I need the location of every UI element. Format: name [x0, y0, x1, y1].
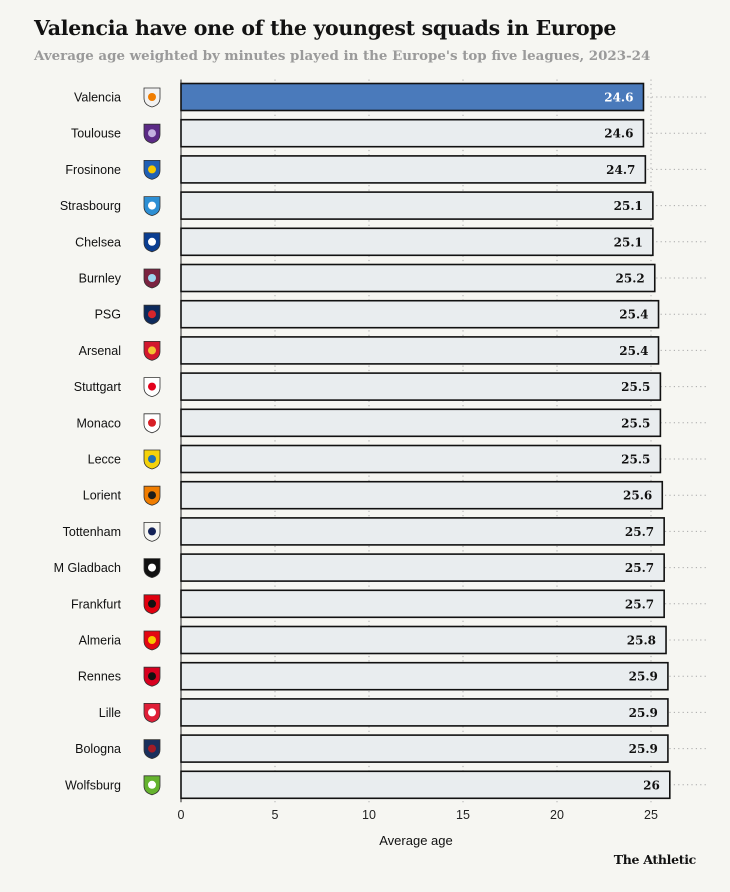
burnley-crest-icon	[144, 269, 160, 288]
x-tick-label: 10	[362, 808, 376, 822]
bar-value-label: 25.2	[615, 271, 645, 286]
psg-crest-icon	[144, 305, 160, 324]
lille-crest-icon	[144, 703, 160, 722]
bar	[181, 446, 660, 473]
category-label: Arsenal	[78, 343, 121, 358]
bar-value-label: 25.7	[624, 524, 655, 539]
bar	[181, 265, 655, 292]
bar-value-label: 24.7	[606, 162, 636, 177]
valencia-crest-icon	[144, 88, 160, 107]
bar-value-label: 24.6	[604, 90, 634, 105]
almeria-crest-icon	[144, 631, 160, 650]
arsenal-crest-icon	[144, 341, 160, 360]
category-label: Strasbourg	[59, 199, 121, 214]
category-label: Toulouse	[70, 126, 121, 141]
bar-value-label: 25.1	[613, 235, 643, 250]
rennes-crest-icon	[144, 667, 160, 686]
chelsea-crest-icon	[144, 233, 160, 252]
category-label: Frosinone	[65, 162, 121, 177]
category-label: Valencia	[73, 90, 121, 105]
bar	[181, 482, 662, 509]
x-tick-label: 25	[644, 808, 658, 822]
bar	[181, 409, 660, 436]
category-label: Stuttgart	[73, 380, 121, 395]
bar-value-label: 25.5	[621, 452, 651, 467]
wolfsburg-crest-icon	[144, 776, 160, 795]
bar	[181, 192, 653, 219]
bar	[181, 337, 659, 364]
bar-value-label: 25.9	[628, 705, 658, 720]
x-axis-title: Average age	[379, 833, 453, 848]
x-tick-label: 5	[271, 808, 279, 822]
category-label: Burnley	[78, 271, 121, 286]
bar-value-label: 25.8	[626, 633, 657, 648]
bar-value-label: 25.5	[621, 380, 651, 395]
bar	[181, 518, 664, 545]
strasbourg-crest-icon	[144, 197, 160, 216]
bar-value-label: 24.6	[604, 126, 634, 141]
category-label: Almeria	[78, 633, 121, 648]
bar-value-label: 25.4	[619, 307, 649, 322]
chart-subtitle: Average age weighted by minutes played in the Europe's top five leagues, 2023-24	[34, 48, 651, 64]
category-label: M Gladbach	[53, 561, 121, 576]
bar	[181, 554, 664, 581]
toulouse-crest-icon	[144, 124, 160, 143]
bar-value-label: 25.5	[621, 416, 651, 431]
tottenham-crest-icon	[144, 522, 160, 541]
lecce-crest-icon	[144, 450, 160, 469]
bar	[181, 156, 645, 183]
the-athletic-logo: The Athletic	[613, 852, 696, 867]
category-label: Bologna	[75, 742, 121, 757]
bar-value-label: 25.1	[613, 199, 643, 214]
category-label: Tottenham	[62, 524, 121, 539]
category-label: Lille	[98, 705, 121, 720]
bar	[181, 120, 643, 147]
gladbach-crest-icon	[144, 559, 160, 578]
bar	[181, 84, 643, 111]
bar	[181, 301, 659, 328]
category-label: Rennes	[77, 669, 121, 684]
category-label: Lecce	[87, 452, 121, 467]
category-label: Monaco	[76, 416, 121, 431]
bar	[181, 590, 664, 617]
lorient-crest-icon	[144, 486, 160, 505]
category-label: Chelsea	[75, 235, 121, 250]
frankfurt-crest-icon	[144, 595, 160, 614]
bologna-crest-icon	[144, 740, 160, 759]
bar-value-label: 25.6	[623, 488, 653, 503]
bar-value-label: 25.7	[624, 561, 655, 576]
frosinone-crest-icon	[144, 160, 160, 179]
x-tick-label: 0	[177, 808, 185, 822]
monaco-crest-icon	[144, 414, 160, 433]
bar-value-label: 25.4	[619, 343, 649, 358]
stuttgart-crest-icon	[144, 378, 160, 397]
x-tick-label: 20	[550, 808, 564, 822]
bar-value-label: 25.9	[628, 669, 658, 684]
bar	[181, 735, 668, 762]
bar	[181, 373, 660, 400]
bar	[181, 627, 666, 654]
category-label: PSG	[94, 307, 121, 322]
bar-value-label: 25.7	[624, 597, 655, 612]
category-label: Lorient	[82, 488, 121, 503]
bar	[181, 228, 653, 255]
bar	[181, 663, 668, 690]
category-label: Wolfsburg	[64, 778, 121, 793]
bar	[181, 771, 670, 798]
bar	[181, 699, 668, 726]
category-label: Frankfurt	[70, 597, 121, 612]
bar-value-label: 26	[643, 778, 660, 793]
bar-value-label: 25.9	[628, 742, 658, 757]
chart-title: Valencia have one of the youngest squads in Europe	[34, 16, 617, 40]
x-tick-label: 15	[456, 808, 470, 822]
